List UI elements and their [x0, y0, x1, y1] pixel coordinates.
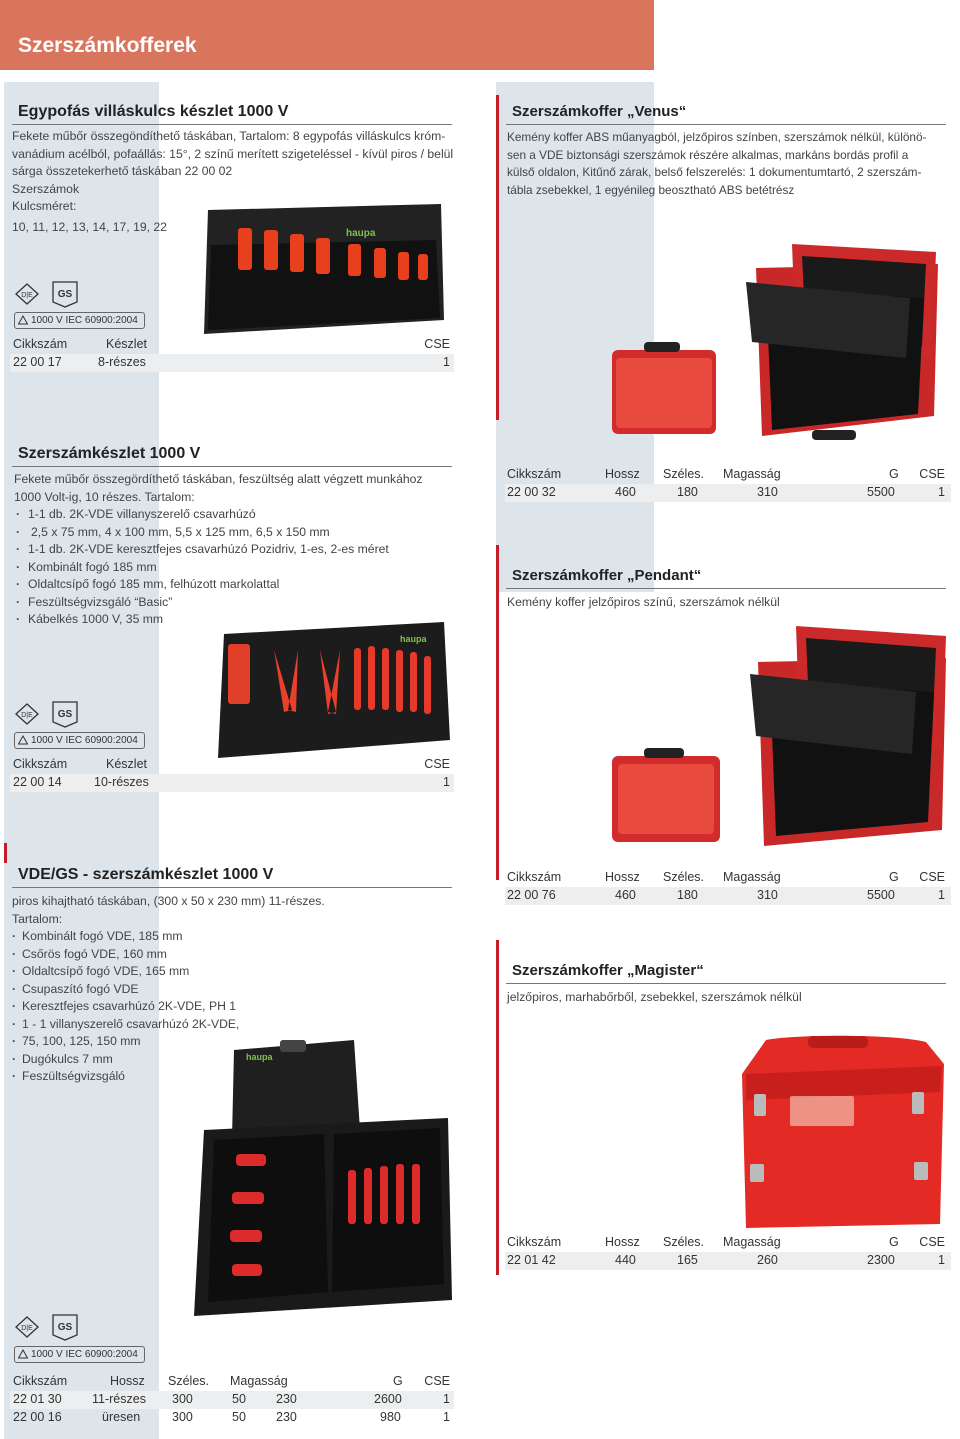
table-cell: 8-részes — [98, 355, 146, 369]
magister-table — [505, 1234, 951, 1270]
table-header — [505, 1234, 951, 1252]
header-cell: G — [889, 467, 899, 481]
warning-triangle-icon — [18, 735, 28, 745]
table-cell: 460 — [615, 888, 636, 902]
table-cell: 165 — [677, 1253, 698, 1267]
header-cell: Széles. — [663, 467, 704, 481]
section1-standard-badge — [14, 312, 145, 329]
section1-line: vanádium acélból, pofaállás: 15°, 2 színű merített szigeteléssel - kívül piros / belül — [12, 146, 454, 161]
table-cell: 980 — [380, 1410, 401, 1424]
magister-accent-bar — [496, 940, 499, 1275]
table-cell: 180 — [677, 888, 698, 902]
vde-mark-icon — [14, 702, 40, 726]
table-cell: 2600 — [374, 1392, 402, 1406]
header-cell: Hossz — [110, 1374, 145, 1388]
section1-line: Fekete műbőr összegöndíthető táskában, Tartalom: 8 egypofás villáskulcs króm- — [12, 129, 446, 143]
table-header — [10, 336, 454, 354]
section3-accent-bar — [4, 843, 7, 863]
list-item: · Csőrös fogó VDE, 160 mm — [12, 946, 482, 964]
list-item: · 1 - 1 villanyszerelő csavarhúzó 2K-VDE, — [12, 1016, 482, 1034]
table-cell: 230 — [276, 1392, 297, 1406]
header-cell: Széles. — [168, 1374, 209, 1388]
table-header — [10, 1373, 454, 1391]
table-cell: 180 — [677, 485, 698, 499]
magister-title: Szerszámkoffer „Magister“ — [512, 962, 704, 979]
list-item: · Oldaltcsípő fogó VDE, 165 mm — [12, 963, 482, 981]
header-cell: CSE — [424, 337, 450, 351]
section1-title: Egypofás villáskulcs készlet 1000 V — [18, 103, 289, 120]
section1-line: Szerszámok — [12, 181, 80, 196]
magister-line: jelzőpiros, marhabőrből, zsebekkel, szerszámok nélkül — [507, 990, 802, 1004]
pendant-case-photo — [610, 622, 950, 854]
header-cell: Készlet — [106, 337, 147, 351]
table-header — [505, 869, 951, 887]
magister-case-photo — [736, 1034, 952, 1230]
header-cell: Cikkszám — [13, 337, 68, 351]
venus-underline — [506, 124, 946, 125]
list-item: · Csupaszító fogó VDE — [12, 981, 482, 999]
list-item: · Kábelkés 1000 V, 35 mm — [14, 611, 484, 629]
table-cell: 50 — [232, 1410, 246, 1424]
warning-triangle-icon — [18, 315, 28, 325]
svg-text:D|E: D|E — [21, 712, 33, 719]
section2-underline — [12, 466, 452, 467]
table-cell: 1 — [938, 485, 945, 499]
header-cell: Magasság — [723, 467, 781, 481]
section1-table — [10, 336, 454, 372]
svg-text:GS: GS — [57, 289, 73, 300]
section1-line: sárga összetekerhető táskában 22 00 02 — [12, 164, 233, 178]
section3-table — [10, 1373, 454, 1427]
gs-mark-icon — [50, 1313, 80, 1341]
venus-line: Kemény koffer ABS műanyagból, jelzőpiros színben, szerszámok nélkül, különö- — [507, 130, 927, 144]
svg-text:D|E: D|E — [21, 292, 33, 299]
tool-set-photo — [214, 620, 454, 760]
venus-description — [507, 129, 957, 199]
page-title: Szerszámkofferek — [18, 34, 197, 57]
table-cell: 310 — [757, 485, 778, 499]
header-cell: Hossz — [605, 870, 640, 884]
header-cell: G — [393, 1374, 403, 1388]
list-item: · Feszültségvizsgáló — [12, 1068, 482, 1086]
section2-line: Fekete műbőr összegördíthető táskában, feszültség alatt végzett munkához — [14, 472, 423, 486]
table-cell: 2300 — [867, 1253, 895, 1267]
section1-cert-marks — [14, 280, 84, 308]
section3-standard-badge — [14, 1346, 145, 1363]
table-row — [505, 1252, 951, 1270]
venus-line: sen a VDE biztonsági szerszámok részére alkalmas, markáns bordás profil a — [507, 147, 909, 162]
venus-line: külső oldalon, Kitűnő zárak, belső felszerelés: 1 dokumentumtartó, 2 szerszám- — [507, 165, 922, 179]
table-cell: 440 — [615, 1253, 636, 1267]
header-cell: Hossz — [605, 1235, 640, 1249]
venus-case-photo — [606, 238, 950, 452]
table-row — [10, 774, 454, 792]
table-cell: 1 — [938, 888, 945, 902]
table-cell: 260 — [757, 1253, 778, 1267]
header-cell: Cikkszám — [13, 1374, 68, 1388]
table-cell: 22 00 14 — [13, 775, 62, 789]
table-cell: 22 00 16 — [13, 1410, 62, 1424]
header-cell: CSE — [919, 1235, 945, 1249]
header-cell: Cikkszám — [507, 1235, 562, 1249]
table-cell: 5500 — [867, 888, 895, 902]
header-cell: G — [889, 1235, 899, 1249]
section2-table — [10, 756, 454, 792]
table-row — [10, 1409, 454, 1427]
table-row — [505, 484, 951, 502]
header-cell: CSE — [919, 870, 945, 884]
venus-accent-bar — [496, 95, 499, 420]
list-item: · Dugókulcs 7 mm — [12, 1051, 482, 1069]
pendant-table — [505, 869, 951, 905]
table-cell: 300 — [172, 1410, 193, 1424]
table-header — [505, 466, 951, 484]
list-item: · Oldaltcsípő fogó 185 mm, felhúzott markolattal — [14, 576, 484, 594]
brand-logo: haupa — [346, 228, 376, 239]
table-cell: 22 00 76 — [507, 888, 556, 902]
vde-mark-icon — [14, 1315, 40, 1339]
section1-line: 10, 11, 12, 13, 14, 17, 19, 22 — [12, 219, 167, 234]
section1-underline — [12, 124, 452, 125]
section3-title: VDE/GS - szerszámkészlet 1000 V — [18, 866, 274, 883]
table-cell: 50 — [232, 1392, 246, 1406]
table-cell: 22 00 32 — [507, 485, 556, 499]
table-row — [505, 887, 951, 905]
section3-line: Tartalom: — [12, 911, 63, 926]
section1-line: Kulcsméret: — [12, 199, 77, 213]
header-cell: Cikkszám — [507, 870, 562, 884]
list-item: · 75, 100, 125, 150 mm — [12, 1033, 482, 1051]
section3-line: piros kihajtható táskában, (300 x 50 x 230 mm) 11-részes. — [12, 894, 325, 908]
standard-label: 1000 V IEC 60900:2004 — [31, 315, 138, 326]
table-cell: 310 — [757, 888, 778, 902]
section2-standard-badge — [14, 732, 145, 749]
section3-underline — [12, 887, 452, 888]
magister-description — [507, 989, 957, 1007]
list-item: · Keresztfejes csavarhúzó 2K-VDE, PH 1 — [12, 998, 482, 1016]
header-cell: G — [889, 870, 899, 884]
list-item: · Kombinált fogó 185 mm — [14, 559, 484, 577]
header-cell: Magasság — [230, 1374, 288, 1388]
section3-cert-marks — [14, 1313, 84, 1341]
header-cell: Készlet — [106, 757, 147, 771]
brand-logo: haupa — [400, 634, 427, 644]
table-cell: 22 01 42 — [507, 1253, 556, 1267]
svg-text:D|E: D|E — [21, 1325, 33, 1332]
table-cell: 10-részes — [94, 775, 149, 789]
table-row — [10, 1391, 454, 1409]
table-cell: 1 — [443, 355, 450, 369]
section2-description — [14, 471, 484, 629]
list-item: · Kombinált fogó VDE, 185 mm — [12, 928, 482, 946]
table-cell: 1 — [443, 1410, 450, 1424]
pendant-accent-bar — [496, 545, 499, 880]
svg-text:GS: GS — [57, 1322, 73, 1333]
pendant-title: Szerszámkoffer „Pendant“ — [512, 567, 702, 584]
header-cell: Magasság — [723, 870, 781, 884]
venus-table — [505, 466, 951, 502]
pendant-line: Kemény koffer jelzőpiros színű, szerszámok nélkül — [507, 595, 780, 609]
table-cell: 1 — [938, 1253, 945, 1267]
section2-title: Szerszámkészlet 1000 V — [18, 445, 201, 462]
header-cell: Cikkszám — [507, 467, 562, 481]
table-cell: 230 — [276, 1410, 297, 1424]
table-cell: 5500 — [867, 485, 895, 499]
gs-mark-icon — [50, 280, 80, 308]
pendant-description — [507, 594, 957, 612]
table-cell: 1 — [443, 775, 450, 789]
section2-list — [14, 506, 484, 629]
table-row — [10, 354, 454, 372]
header-cell: CSE — [424, 1374, 450, 1388]
table-cell: 22 01 30 — [13, 1392, 62, 1406]
standard-label: 1000 V IEC 60900:2004 — [31, 1349, 138, 1360]
table-cell: 1 — [443, 1392, 450, 1406]
list-item: · 1-1 db. 2K-VDE keresztfejes csavarhúzó Pozidriv, 1-es, 2-es méret — [14, 541, 484, 559]
list-item: · Feszültségvizsgáló “Basic” — [14, 594, 484, 612]
warning-triangle-icon — [18, 1349, 28, 1359]
vde-gs-kit-photo — [184, 1030, 454, 1320]
table-cell: üresen — [102, 1410, 141, 1424]
pendant-underline — [506, 588, 946, 589]
svg-text:GS: GS — [57, 709, 73, 720]
table-cell: 460 — [615, 485, 636, 499]
header-cell: Hossz — [605, 467, 640, 481]
list-item: · 2,5 x 75 mm, 4 x 100 mm, 5,5 x 125 mm, 6,5 x 150 mm — [14, 524, 484, 542]
standard-label: 1000 V IEC 60900:2004 — [31, 735, 138, 746]
venus-line: tábla zsebekkel, 1 egyénileg beosztható ABS betétrész — [507, 182, 795, 197]
table-header — [10, 756, 454, 774]
section2-line: 1000 Volt-ig, 10 részes. Tartalom: — [14, 489, 195, 504]
header-cell: Magasság — [723, 1235, 781, 1249]
section2-cert-marks — [14, 700, 84, 728]
table-cell: 22 00 17 — [13, 355, 62, 369]
table-cell: 11-részes — [92, 1392, 146, 1406]
venus-title: Szerszámkoffer „Venus“ — [512, 103, 687, 120]
header-cell: Széles. — [663, 1235, 704, 1249]
vde-mark-icon — [14, 282, 40, 306]
list-item: · 1-1 db. 2K-VDE villanyszerelő csavarhúzó — [14, 506, 484, 524]
brand-logo: haupa — [246, 1052, 273, 1062]
header-cell: CSE — [919, 467, 945, 481]
header-cell: Cikkszám — [13, 757, 68, 771]
header-cell: Széles. — [663, 870, 704, 884]
gs-mark-icon — [50, 700, 80, 728]
header-cell: CSE — [424, 757, 450, 771]
wrench-set-photo — [196, 200, 446, 338]
magister-underline — [506, 983, 946, 984]
table-cell: 300 — [172, 1392, 193, 1406]
